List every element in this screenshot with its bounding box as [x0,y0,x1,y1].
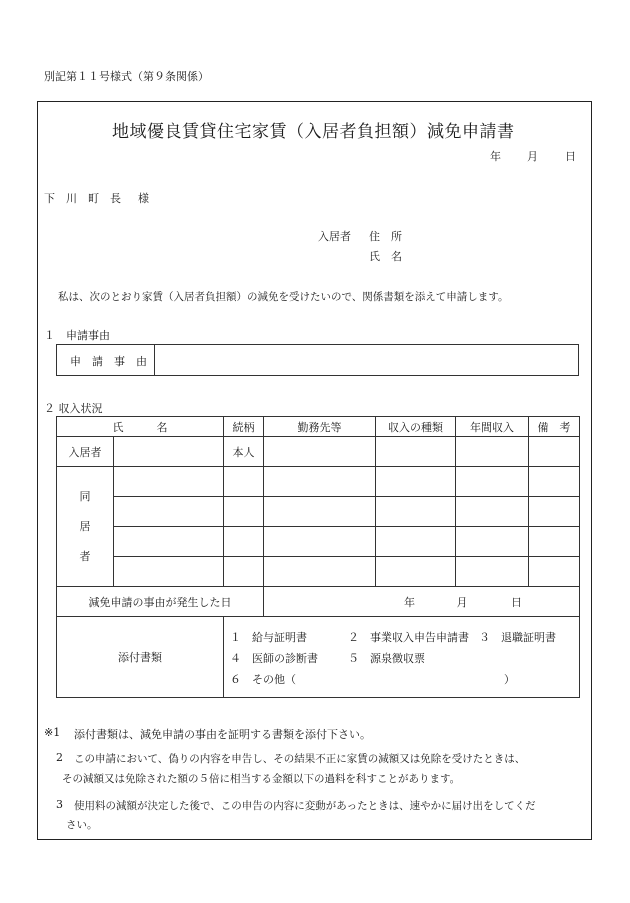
cohabitant-cell[interactable] [529,557,580,587]
cohabitant-cell[interactable] [376,467,456,497]
cohabitant-cell[interactable] [224,557,264,587]
table-row-cohabitant [57,497,580,527]
cohabitant-cell[interactable] [264,467,376,497]
section2-heading: ２ 収入状況 [44,402,103,415]
attachments-label: 添付書類 [57,617,224,698]
table-header-row [57,417,580,437]
note-mark: ※1 [44,726,61,739]
cohabitant-char-3: 者 [79,549,91,563]
table-row-resident [57,437,580,467]
cohabitant-cell[interactable] [224,527,264,557]
cohabitant-cell[interactable] [224,497,264,527]
cohabitant-label [57,467,114,587]
table-row-cohabitant [57,527,580,557]
cohabitant-cell[interactable] [264,497,376,527]
addressee-name: 下 川 町 長 [44,192,121,205]
note-3-number: 3 [56,798,63,811]
reason-label: 申 請 事 由 [70,355,147,368]
cohabitant-cell[interactable] [456,527,529,557]
note-3-line-2: さい。 [66,819,98,831]
name-label: 氏 名 [369,250,402,263]
resident-income-type-cell[interactable] [376,437,456,467]
header-workplace: 勤務先等 [264,417,376,437]
attachment-item-3: ３ 退職証明書 [479,631,556,644]
cohabitant-cell[interactable] [264,557,376,587]
attachment-item-1: １ 給与証明書 [230,631,307,644]
resident-remarks-cell[interactable] [529,437,580,467]
attachment-other-close: ） [504,673,515,686]
cohabitant-cell[interactable] [114,497,224,527]
cohabitant-cell[interactable] [224,467,264,497]
table-row-occurrence [57,587,580,617]
cohabitant-cell[interactable] [529,467,580,497]
resident-annual-income-cell[interactable] [456,437,529,467]
addressee-honorific: 様 [138,192,149,205]
header-name: 氏 名 [57,417,224,437]
cohabitant-cell[interactable] [456,497,529,527]
occurrence-month: 月 [456,595,468,609]
occurrence-label: 減免申請の事由が発生した日 [57,587,264,617]
address-label: 住 所 [369,230,402,243]
cohabitant-cell[interactable] [376,497,456,527]
occurrence-day: 日 [511,595,522,609]
cohabitant-cell[interactable] [529,527,580,557]
header-relation: 続柄 [224,417,264,437]
cohabitant-cell[interactable] [456,557,529,587]
intro-text: 私は、次のとおり家賃（入居者負担額）の減免を受けたいので、関係書類を添えて申請します。 [58,291,509,303]
table-row-cohabitant [57,557,580,587]
note-3-line-1: 使用料の減額が決定した後で、この申告の内容に変動があったときは、速やかに届け出をしてくだ [74,800,536,812]
attachment-item-2: ２ 事業収入申告申請書 [348,631,469,644]
form-label: 別記第１１号様式（第９条関係） [44,70,209,83]
occurrence-date-cell[interactable] [264,587,580,617]
note-1: 添付書類は、減免申請の事由を証明する書類を添付下さい。 [74,728,371,741]
date-year: 年 [490,150,501,163]
section1-heading: １ 申請事由 [44,329,110,342]
resident-relation: 本人 [224,437,264,467]
note-2-line-2: その減額又は免除された額の５倍に相当する金額以下の過料を科すことがあります。 [62,773,461,785]
date-day: 日 [565,150,576,163]
date-month: 月 [527,150,538,163]
resident-workplace-cell[interactable] [264,437,376,467]
note-2-number: 2 [56,751,63,764]
table-row-cohabitant [57,467,580,497]
header-income-type: 収入の種類 [376,417,456,437]
cohabitant-cell[interactable] [376,527,456,557]
attachment-item-4: ４ 医師の診断書 [230,652,318,665]
cohabitant-cell[interactable] [114,527,224,557]
cohabitant-char-1: 同 [79,489,91,503]
cohabitant-cell[interactable] [376,557,456,587]
form-title: 地域優良賃貸住宅家賃（入居者負担額）減免申請書 [112,122,515,142]
table-row-attachments [57,617,580,698]
occurrence-year: 年 [404,595,415,609]
applicant-role: 入居者 [318,230,351,243]
cohabitant-cell[interactable] [114,467,224,497]
cohabitant-cell[interactable] [114,557,224,587]
header-remarks: 備 考 [529,417,580,437]
note-2-line-1: この申請において、偽りの内容を申告し、その結果不正に家賃の減額又は免除を受けたときは、 [74,753,526,765]
header-annual-income: 年間収入 [456,417,529,437]
resident-label: 入居者 [57,437,114,467]
attachment-item-6: ６ その他（ [230,673,296,686]
cohabitant-cell[interactable] [529,497,580,527]
cohabitant-cell[interactable] [456,467,529,497]
cohabitant-cell[interactable] [264,527,376,557]
income-table [56,416,580,698]
attachments-cell [224,617,580,698]
attachment-item-5: ５ 源泉徴収票 [348,652,425,665]
cohabitant-char-2: 居 [79,519,91,533]
resident-name-cell[interactable] [114,437,224,467]
